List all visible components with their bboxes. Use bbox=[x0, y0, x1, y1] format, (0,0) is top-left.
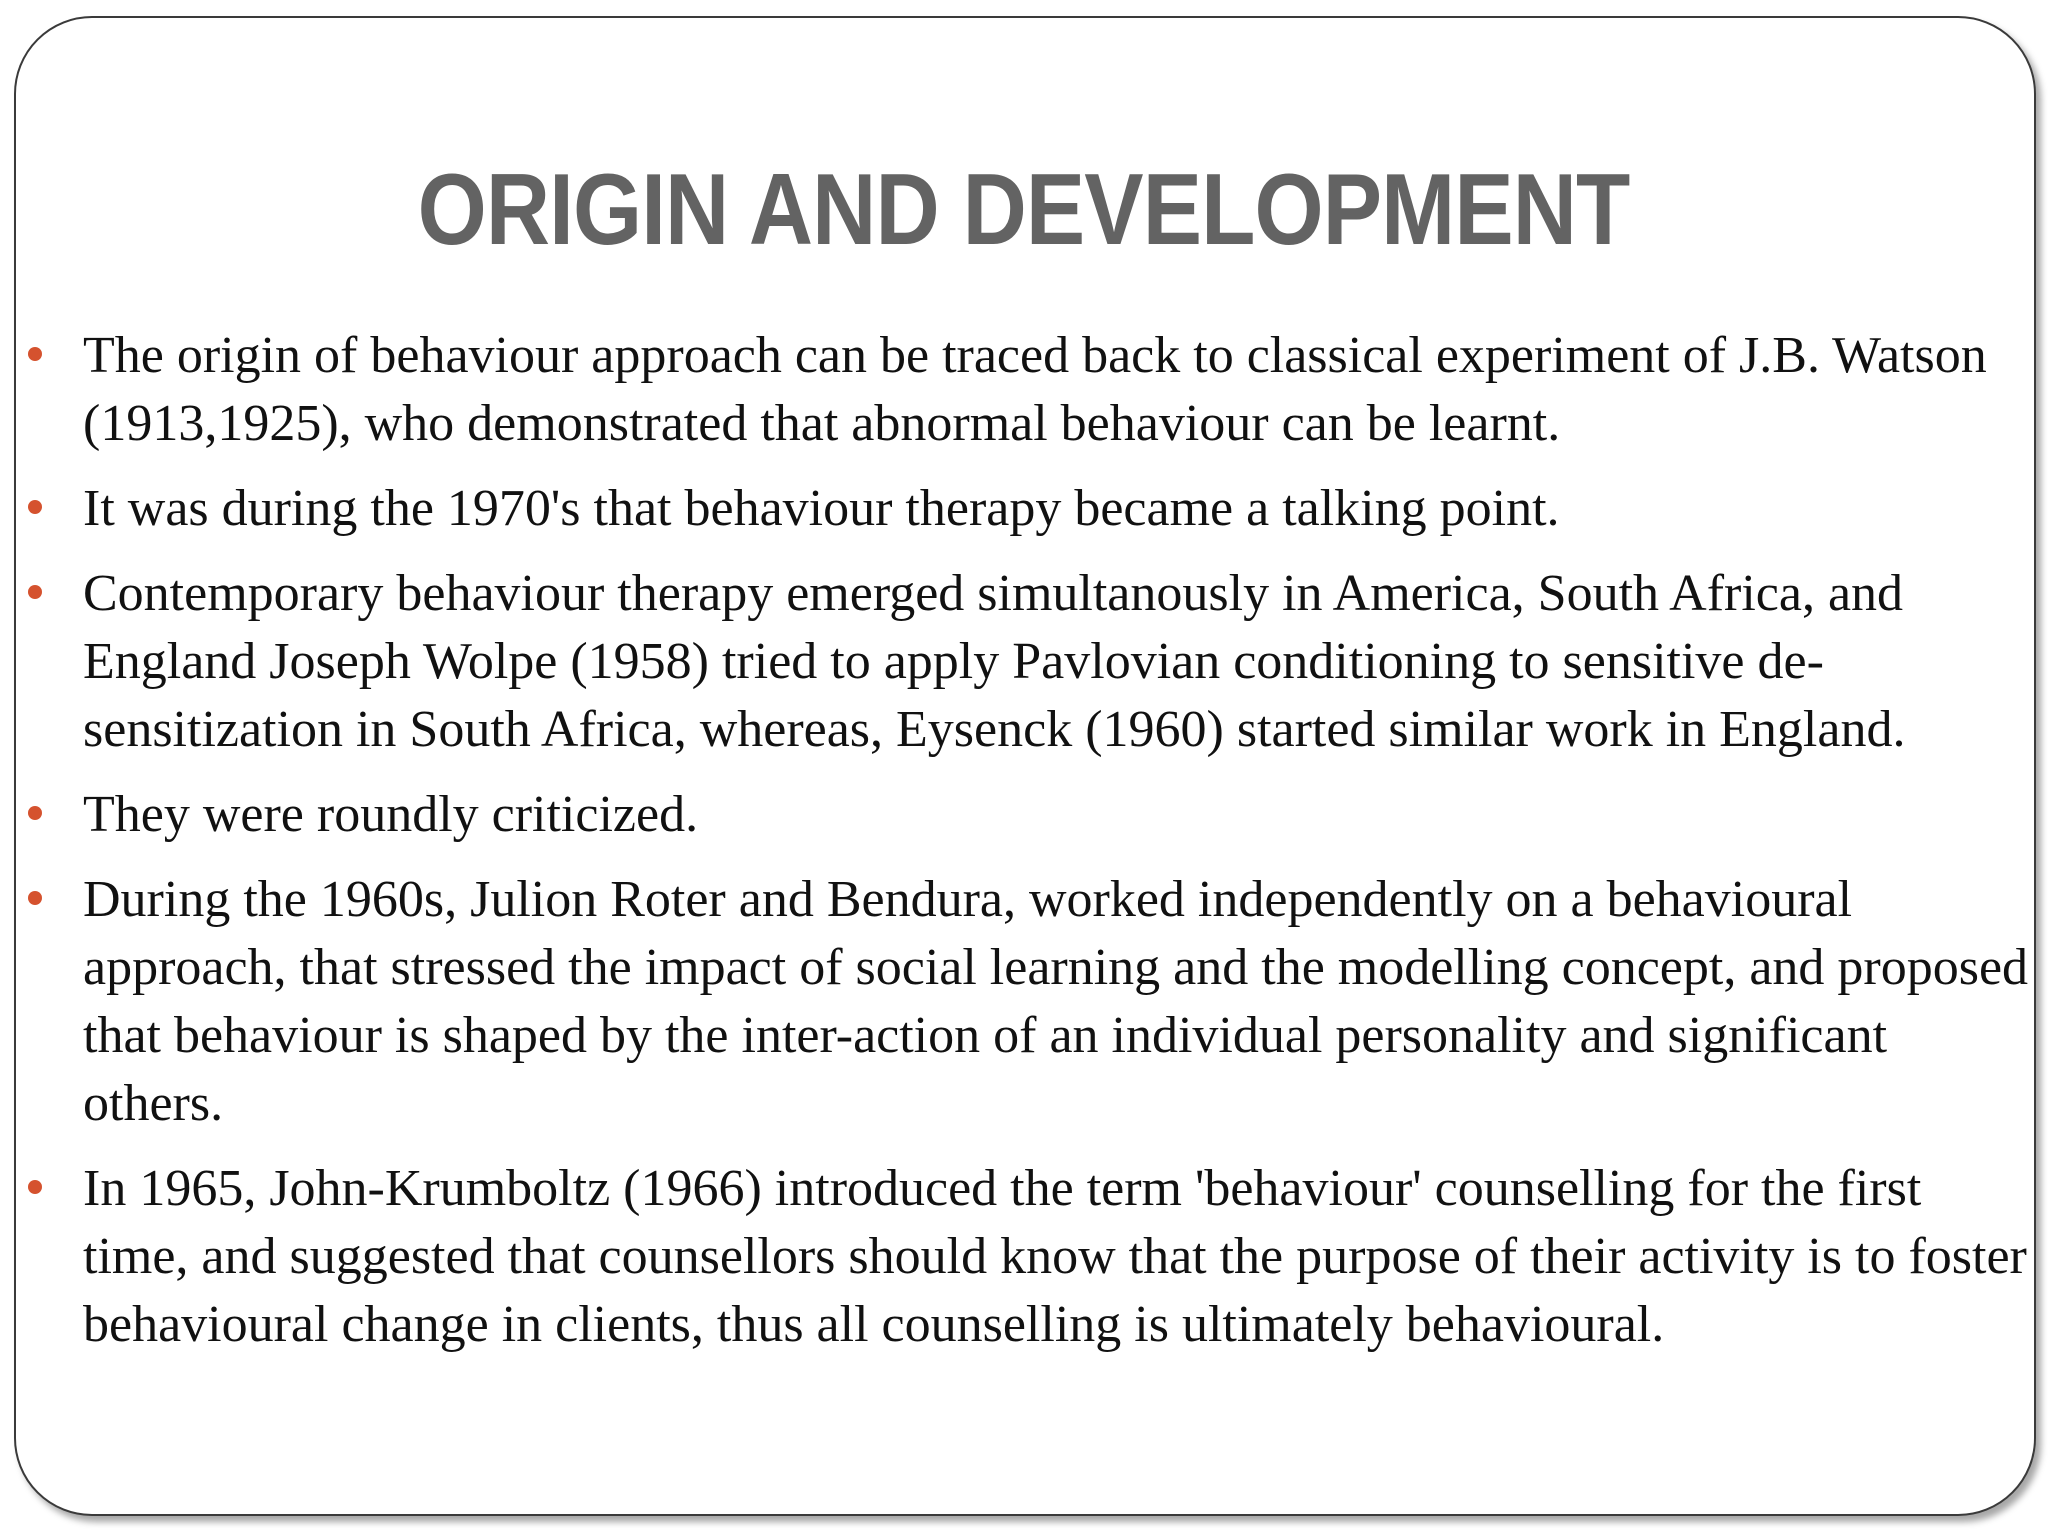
bullet-dot-icon bbox=[28, 585, 42, 599]
bullet-text: In 1965, John-Krumboltz (1966) introduced the term 'behaviour' counselling for the first time, and suggested that counsellors should know that the purpose of their activity is to foster behavioural change in clients, thus all counselling is ultimately behavioural. bbox=[83, 1160, 2027, 1353]
bullet-item bbox=[28, 475, 2038, 543]
slide-title: ORIGIN AND DEVELOPMENT bbox=[417, 154, 1630, 266]
bullet-text: It was during the 1970's that behaviour therapy became a talking point. bbox=[83, 480, 1560, 537]
bullet-text: During the 1960s, Julion Roter and Bendura, worked independently on a behavioural approach, that stressed the impact of social learning and the modelling concept, and proposed that behaviour is shaped by the inter-action of an individual personality and significant others. bbox=[83, 871, 2029, 1132]
bullet-item bbox=[28, 781, 2038, 849]
bullet-item bbox=[28, 322, 2038, 458]
bullet-dot-icon bbox=[28, 806, 42, 820]
bullet-text: The origin of behaviour approach can be traced back to classical experiment of J.B. Watson (1913,1925), who demonstrated that abnormal behaviour can be learnt. bbox=[83, 327, 1987, 452]
bullet-item bbox=[28, 1155, 2038, 1359]
bullet-dot-icon bbox=[28, 500, 42, 514]
bullet-text: They were roundly criticized. bbox=[83, 786, 699, 843]
bullet-item bbox=[28, 560, 2038, 764]
bullet-item bbox=[28, 866, 2038, 1138]
bullet-dot-icon bbox=[28, 891, 42, 905]
bullet-dot-icon bbox=[28, 1180, 42, 1194]
bullet-list bbox=[28, 322, 2038, 1376]
bullet-dot-icon bbox=[28, 347, 42, 361]
bullet-text: Contemporary behaviour therapy emerged simultanously in America, South Africa, and England Joseph Wolpe (1958) tried to apply Pavlovian conditioning to sensitive de-sensitization in South Africa, whereas, Eysenck (1960) started similar work in England. bbox=[83, 565, 1906, 758]
